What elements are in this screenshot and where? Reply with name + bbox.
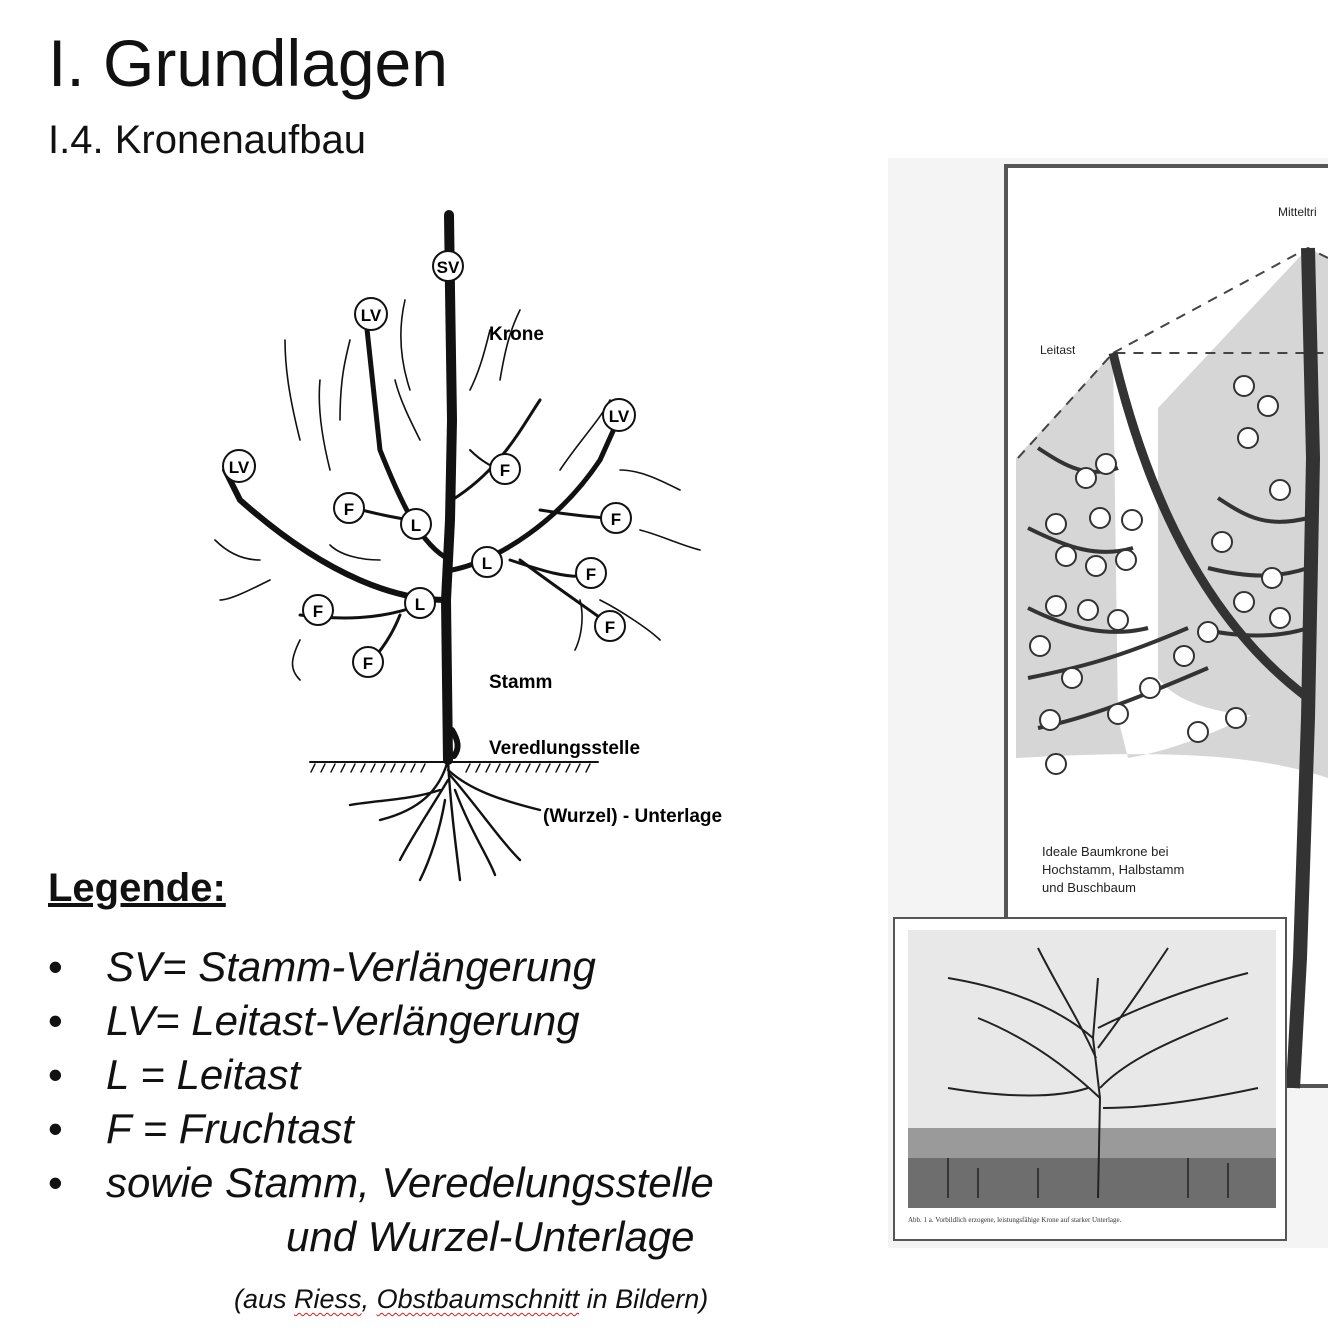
branch	[452, 420, 618, 570]
label-unterlage: (Wurzel) - Unterlage	[543, 806, 723, 827]
svg-text:LV: LV	[608, 407, 630, 426]
marker-f	[334, 493, 364, 523]
marker-l	[472, 547, 502, 577]
svg-text:F: F	[610, 510, 622, 529]
marker-sv	[433, 251, 463, 281]
marker-lv	[355, 298, 387, 330]
page-subtitle: I.4. Kronenaufbau	[48, 118, 367, 162]
roots	[350, 760, 540, 880]
label-mitteltrieb: Mitteltri	[1278, 205, 1317, 219]
legend-item: • F = Fruchtast	[48, 1102, 714, 1156]
svg-text:F: F	[585, 565, 597, 584]
svg-text:L: L	[410, 516, 422, 535]
svg-text:F: F	[362, 654, 374, 673]
svg-text:F: F	[312, 602, 324, 621]
legend-item: • LV= Leitast-Verlängerung	[48, 994, 714, 1048]
bullet: •	[48, 997, 63, 1044]
bullet: •	[48, 1105, 63, 1152]
svg-text:SV: SV	[436, 258, 460, 277]
tree-structure-diagram	[200, 200, 780, 900]
svg-text:F: F	[499, 461, 511, 480]
svg-text:LV: LV	[228, 458, 250, 477]
marker-f	[353, 647, 383, 677]
marker-f	[595, 611, 625, 641]
bullet: •	[48, 1159, 63, 1206]
label-leitast: Leitast	[1040, 343, 1076, 357]
svg-text:L: L	[414, 595, 426, 614]
marker-l	[401, 509, 431, 539]
legend-item: • SV= Stamm-Verlängerung	[48, 940, 714, 994]
bullet: •	[48, 943, 63, 990]
figure-caption: Ideale Baumkrone bei	[1042, 844, 1169, 859]
svg-text:F: F	[604, 618, 616, 637]
figure-caption: und Buschbaum	[1042, 880, 1136, 895]
legend-item: • L = Leitast	[48, 1048, 714, 1102]
photo-caption: Abb. 1 a. Vorbildlich erzogene, leistungsfähige Krone auf starker Unterlage.	[908, 1216, 1122, 1224]
svg-text:L: L	[481, 554, 493, 573]
legend-item: • sowie Stamm, Veredelungsstelle und Wurzel-Unterlage	[48, 1156, 714, 1264]
label-veredlungsstelle: Veredlungsstelle	[489, 738, 641, 759]
marker-f	[601, 503, 631, 533]
label-krone: Krone	[489, 324, 544, 345]
legend-title: Legende:	[48, 866, 226, 910]
figure-caption: Hochstamm, Halbstamm	[1042, 862, 1185, 877]
marker-lv	[603, 399, 635, 431]
marker-lv	[223, 450, 255, 482]
marker-l	[405, 588, 435, 618]
ideal-crown-figure	[888, 158, 1328, 1248]
legend-list	[48, 940, 714, 1264]
marker-f	[576, 558, 606, 588]
marker-f	[490, 454, 520, 484]
marker-f	[303, 595, 333, 625]
bullet: •	[48, 1051, 63, 1098]
branch	[452, 400, 540, 500]
source-citation: (aus Riess, Obstbaumschnitt in Bildern)	[234, 1284, 709, 1314]
svg-text:LV: LV	[360, 306, 382, 325]
svg-text:F: F	[343, 500, 355, 519]
trunk	[446, 215, 452, 760]
page-title: I. Grundlagen	[48, 26, 448, 100]
label-stamm: Stamm	[489, 672, 553, 693]
